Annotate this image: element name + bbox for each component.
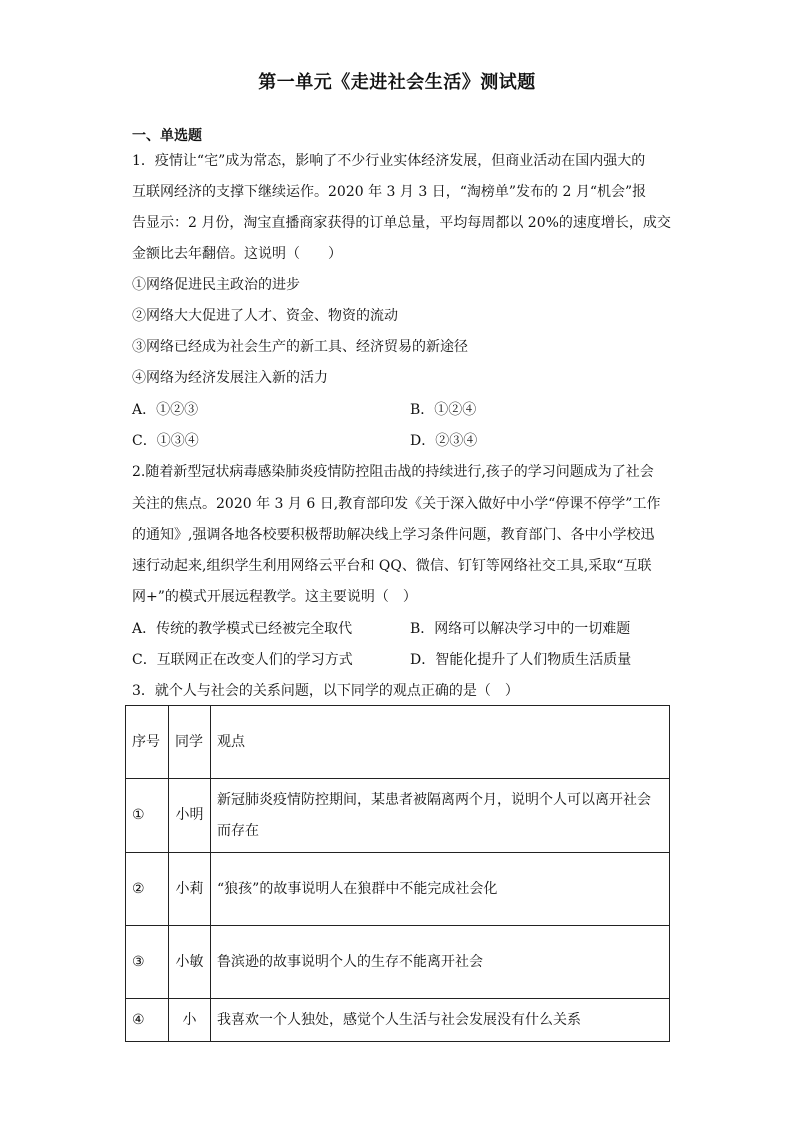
section-heading: 一、单选题 [132,128,202,144]
table-row [126,779,670,853]
row-number: ③ [126,926,169,999]
q1-statement: ②网络大大促进了人才、资金、物资的流动 [132,308,398,324]
q2-option-b: B．网络可以解决学习中的一切难题 [410,621,631,637]
row-viewpoint: 鲁滨逊的故事说明个人的生存不能离开社会 [211,926,670,999]
header-number: 序号 [126,706,169,779]
row-viewpoint: 新冠肺炎疫情防控期间，某患者被隔离两个月，说明个人可以离开社会而存在 [211,779,670,853]
q2-line: 的通知》,强调各地各校要积极帮助解决线上学习条件问题，教育部门、各中小学校迅 [132,527,655,543]
q1-option-c: C．①③④ [132,433,199,449]
table-row [126,926,670,999]
q1-statement: ③网络已经成为社会生产的新工具、经济贸易的新途径 [132,339,468,355]
header-student: 同学 [169,706,211,779]
q2-line: 网+”的模式开展远程教学。这主要说明（ ） [132,589,417,605]
q1-line: 告显示：2 月份，淘宝直播商家获得的订单总量，平均每周都以 20%的速度增长，成交 [132,215,671,231]
q2-line: 关注的焦点。2020 年 3 月 6 日,教育部印发《关于深入做好中小学“停课不停学”工作 [132,496,661,512]
row-viewpoint: 我喜欢一个人独处，感觉个人生活与社会发展没有什么关系 [211,999,670,1042]
q1-statement: ①网络促进民主政治的进步 [132,277,300,293]
row-student: 小明 [169,779,211,853]
q2-option-c: C．互联网正在改变人们的学习方式 [132,652,353,668]
table-row [126,999,670,1042]
row-number: ④ [126,999,169,1042]
q1-line: 金额比去年翻倍。这说明（ ） [132,246,342,262]
q1-option-d: D．②③④ [410,433,478,449]
row-student: 小莉 [169,853,211,926]
q2-option-d: D．智能化提升了人们物质生活质量 [410,652,632,668]
header-viewpoint: 观点 [211,706,670,779]
table-row [126,853,670,926]
row-number: ① [126,779,169,853]
q3-stem: 3．就个人与社会的关系问题，以下同学的观点正确的是（ ） [132,683,519,699]
viewpoint-table [125,705,670,1042]
q1-option-a: A．①②③ [132,402,199,418]
document-title: 第一单元《走进社会生活》测试题 [258,72,536,93]
row-student: 小 [169,999,211,1042]
q1-option-b: B．①②④ [410,402,477,418]
row-number: ② [126,853,169,926]
row-student: 小敏 [169,926,211,999]
q1-statement: ④网络为经济发展注入新的活力 [132,370,328,386]
q2-line: 2.随着新型冠状病毒感染肺炎疫情防控阻击战的持续进行,孩子的学习问题成为了社会 [132,464,654,480]
q2-option-a: A．传统的教学模式已经被完全取代 [132,621,353,637]
q1-line: 互联网经济的支撑下继续运作。2020 年 3 月 3 日，“淘榜单”发布的 2 月“机会”报 [132,184,647,200]
row-viewpoint: “狼孩”的故事说明人在狼群中不能完成社会化 [211,853,670,926]
q2-line: 速行动起来,组织学生利用网络云平台和 QQ、微信、钉钉等网络社交工具,采取“互联 [132,558,652,574]
table-header-row [126,706,670,779]
q1-line: 1．疫情让“宅”成为常态，影响了不少行业实体经济发展，但商业活动在国内强大的 [132,153,646,169]
